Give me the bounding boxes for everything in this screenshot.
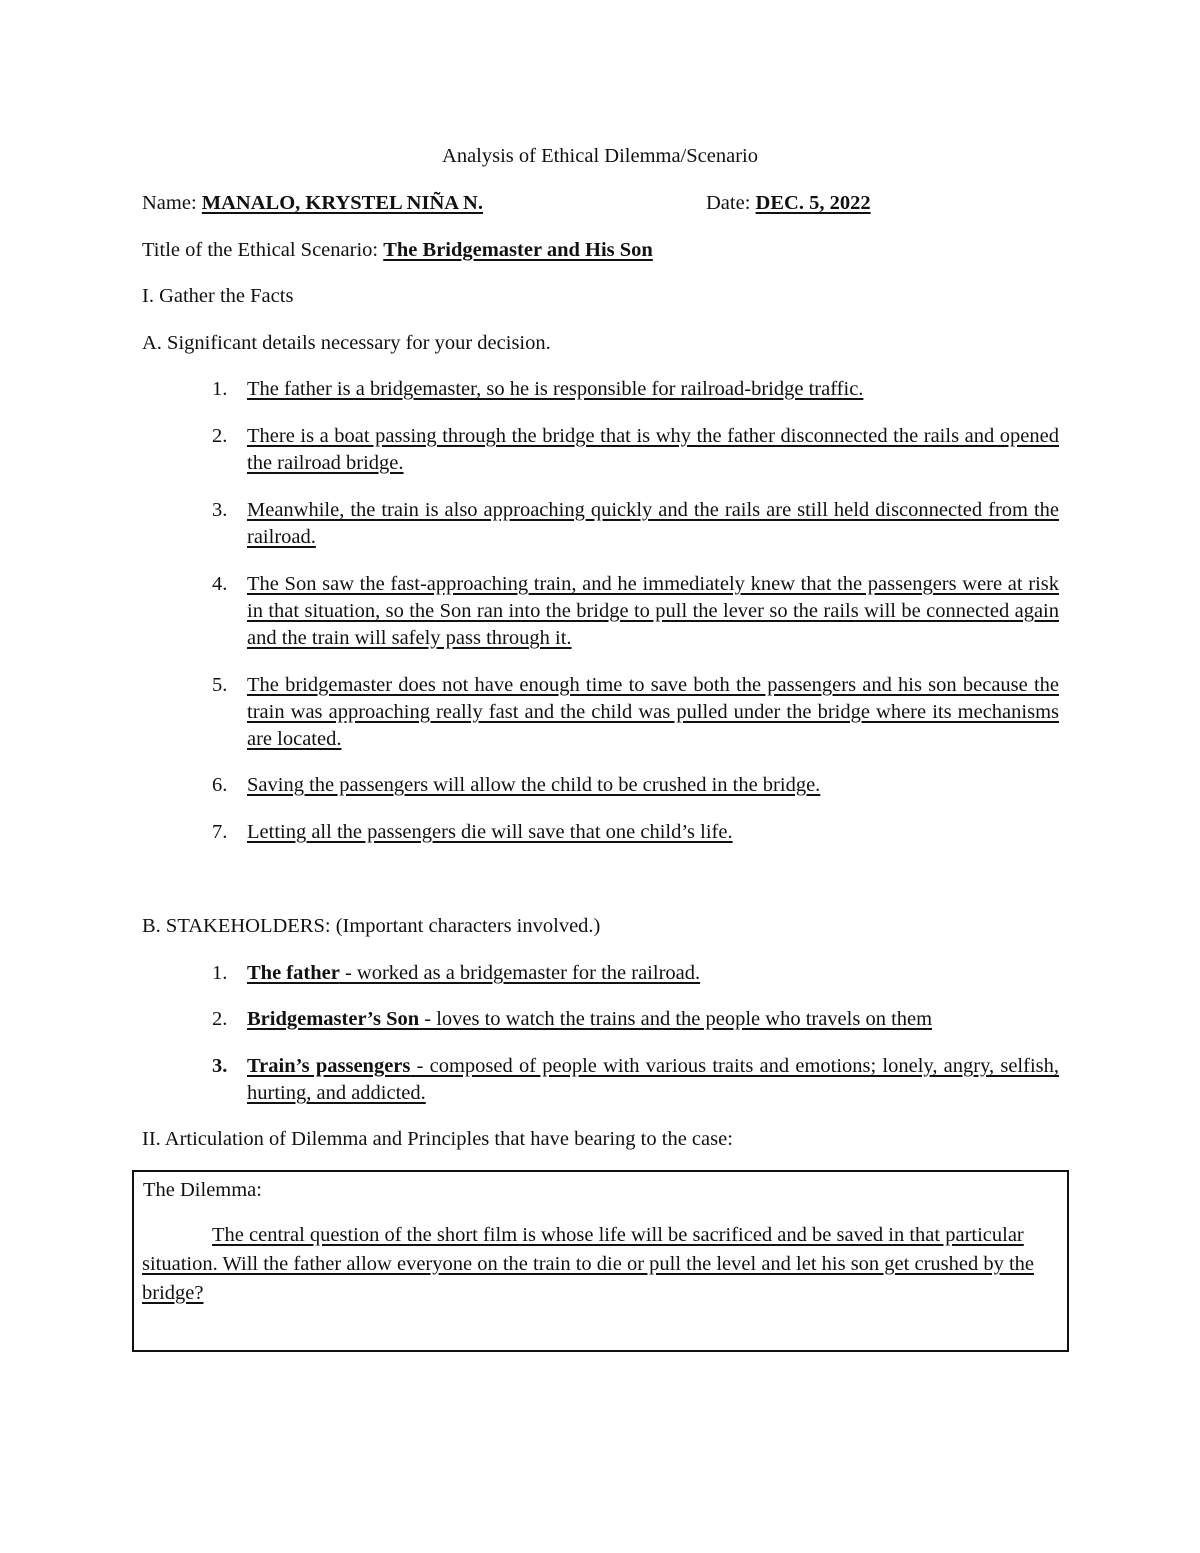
date-row (706, 190, 871, 217)
stakeholder-name: Bridgemaster’s Son (247, 1008, 420, 1030)
section-2-heading: II. Articulation of Dilemma and Principles that have bearing to the case: (142, 1128, 733, 1150)
stakeholder-text (247, 1053, 1059, 1107)
fact-text: The bridgemaster does not have enough time to save both the passengers and his son because the train was approaching really fast and the child was pulled under the bridge where its mechanisms are located. (247, 674, 1059, 750)
name-row (142, 190, 483, 217)
stakeholder-desc: - worked as a bridgemaster for the railroad. (339, 962, 701, 984)
stakeholder-name: The father (247, 962, 340, 984)
stakeholder-number: 2. (212, 1008, 228, 1030)
stakeholder-desc: - composed of people with various traits and emotions; lonely, angry, selfish, hurting, and addicted. (247, 1055, 1059, 1104)
stakeholder-name: Train’s passengers (247, 1055, 411, 1077)
document-title: Analysis of Ethical Dilemma/Scenario (442, 145, 758, 167)
scenario-value: The Bridgemaster and His Son (383, 239, 653, 261)
fact-text: There is a boat passing through the bridge that is why the father disconnected the rails and opened the railroad bridge. (247, 425, 1059, 474)
section-1a-heading: A. Significant details necessary for your decision. (142, 332, 551, 354)
fact-number: 4. (212, 573, 228, 595)
fact-number: 3. (212, 499, 228, 521)
stakeholder-number: 3. (212, 1055, 228, 1077)
dilemma-label: The Dilemma: (143, 1179, 262, 1201)
stakeholder-number: 1. (212, 962, 228, 984)
scenario-label: Title of the Ethical Scenario: (142, 239, 384, 261)
dilemma-text: The central question of the short film is whose life will be sacrificed and be saved in that particular situation. Will the father allow everyone on the train to die or pull the level and let his son get crushed by the bridge? (142, 1224, 1035, 1304)
scenario-row (142, 237, 653, 264)
fact-text: Saving the passengers will allow the child to be crushed in the bridge. (247, 774, 821, 796)
fact-number: 6. (212, 774, 228, 796)
date-label: Date: (706, 192, 756, 214)
date-value: DEC. 5, 2022 (755, 192, 871, 214)
section-1-heading: I. Gather the Facts (142, 285, 294, 307)
fact-text: The father is a bridgemaster, so he is responsible for railroad-bridge traffic. (247, 378, 864, 400)
fact-text: Meanwhile, the train is also approaching quickly and the rails are still held disconnected from the railroad. (247, 499, 1059, 548)
stakeholder-desc: - loves to watch the trains and the people who travels on them (419, 1008, 933, 1030)
fact-text: Letting all the passengers die will save that one child’s life. (247, 821, 733, 843)
stakeholder-text (247, 960, 1059, 987)
fact-text: The Son saw the fast-approaching train, and he immediately knew that the passengers were at risk in that situation, so the Son ran into the bridge to pull the lever so the rails will be connected again and the train will safely pass through it. (247, 573, 1059, 649)
section-1b-heading: B. STAKEHOLDERS: (Important characters involved.) (142, 915, 601, 937)
fact-number: 2. (212, 425, 228, 447)
stakeholder-text (247, 1006, 1059, 1033)
fact-number: 5. (212, 674, 228, 696)
name-value: MANALO, KRYSTEL NIÑA N. (201, 192, 483, 214)
fact-number: 7. (212, 821, 228, 843)
fact-number: 1. (212, 378, 228, 400)
name-label: Name: (142, 192, 202, 214)
